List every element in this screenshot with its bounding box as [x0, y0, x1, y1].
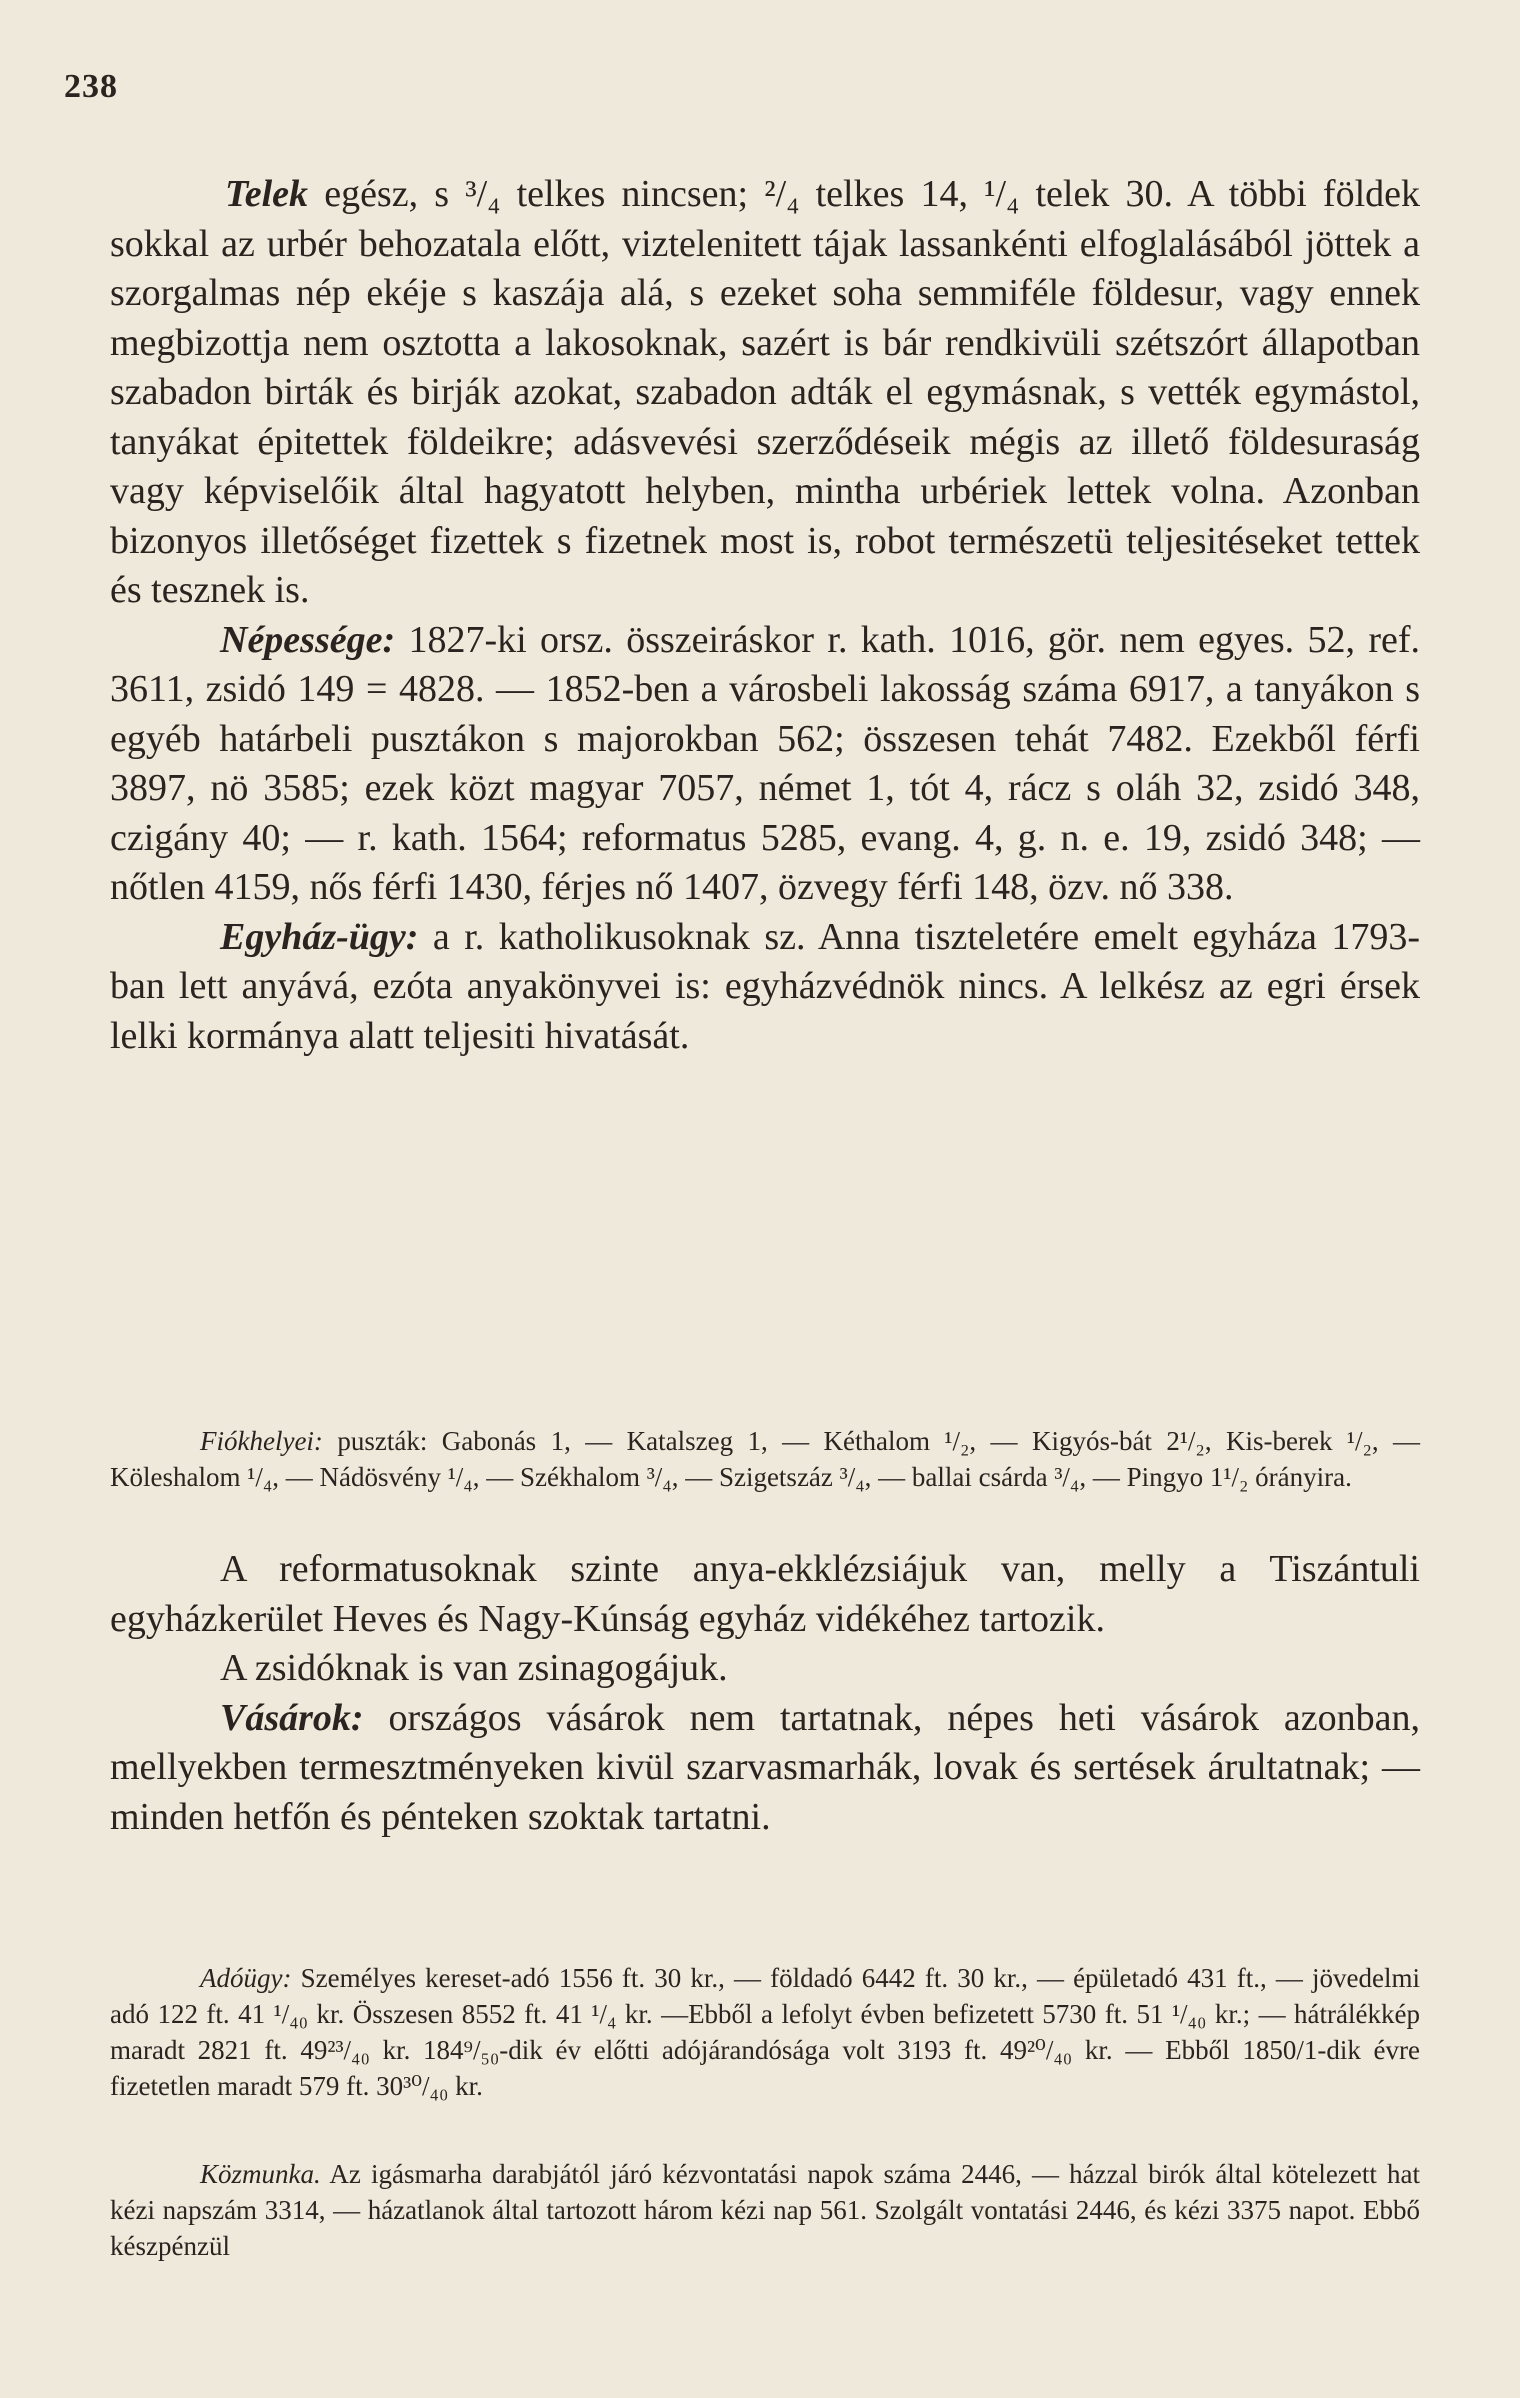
paragraph-zsido: A zsidóknak is van zsinagogájuk.: [220, 1647, 728, 1689]
paragraph-kozmunka: [110, 2156, 1420, 2264]
text-adougy: Személyes kereset-adó 1556 ft. 30 kr., — földadó 6442 ft. 30 kr., — épületadó 431 ft., — jövedelmi adó 122 ft. 41 ¹/₄₀ kr. Összesen 8552 ft. 41 ¹/₄ kr. —Ebből a lefolyt évben befizetett 5730 ft. 51 ¹/₄₀ kr.; — hátrálékkép maradt 2821 ft. 49²³/₄₀ kr. 184⁹/₅₀-dik év előtti adójárandósága volt 3193 ft. 49²⁰/₄₀ kr. — Ebből 1850/1-dik évre fizetetlen maradt 579 ft. 30³⁰/₄₀ kr.: [110, 1963, 1420, 2101]
paragraph-adougy: [110, 1960, 1420, 2104]
heading-egyhaz: Egyház-ügy:: [220, 915, 419, 958]
text-nepesseg: 1827-ki orsz. összeiráskor r. kath. 1016, gör. nem egyes. 52, ref. 3611, zsidó 149 = 4828. — 1852-ben a városbeli lakosság száma 6917, a tanyákon s egyéb határbeli pusztákon s majorokban 562; összesen tehát 7482. Ezekből férfi 3897, nö 3585; ezek közt magyar 7057, német 1, tót 4, rácz s oláh 32, zsidó 348, czigány 40; — r. kath. 1564; reformatus 5285, evang. 4, g. n. e. 19, zsidó 348; — nőtlen 4159, nős férfi 1430, férjes nő 1407, özvegy férfi 148, özv. nő 338.: [110, 618, 1421, 908]
heading-nepesseg: Népessége:: [220, 618, 396, 661]
heading-telek: Telek: [225, 173, 309, 215]
main-text: [110, 170, 1420, 1061]
paragraph-fiokhelyei: [110, 1423, 1420, 1495]
heading-fiokhelyei: Fiókhelyei:: [200, 1426, 323, 1456]
text-egyhaz: a r. katholikusoknak sz. Anna tiszteletére emelt egyháza 1793-ban lett anyává, ezóta anyakönyvei is: egyházvédnök nincs. A lelkész az egri érsek lelki kormánya alatt teljesiti hivatását.: [110, 915, 1421, 1057]
text-fiokhelyei: puszták: Gabonás 1, — Katalszeg 1, — Kéthalom ¹/₂, — Kigyós-bát 2¹/₂, Kis-berek ¹/₂, — Köleshalom ¹/₄, — Nádösvény ¹/₄, — Székhalom ³/₄, — Szigetszáz ³/₄, — ballai csárda ³/₄, — Pingyo 1¹/₂ órányira.: [110, 1426, 1421, 1492]
public-work-note: [110, 2156, 1420, 2264]
branch-note: [110, 1423, 1420, 1495]
paragraph-egyhaz: [110, 913, 1420, 1062]
middle-text: [110, 1545, 1420, 1842]
text-kozmunka: Az igásmarha darabjától járó kézvontatási napok száma 2446, — házzal birók által kötelezett hat kézi napszám 3314, — házatlanok által tartozott három kézi nap 561. Szolgált vontatási 2446, és kézi 3375 napot. Ebbő készpénzül: [110, 2159, 1420, 2261]
paragraph-nepesseg: [110, 616, 1420, 913]
text-vasarok: országos vásárok nem tartatnak, népes heti vásárok azonban, mellyekben termesztményeken kivül szarvasmarhák, lovak és sertések árultatnak; — minden hetfőn és pénteken szoktak tartatni.: [110, 1696, 1421, 1838]
paragraph-vasarok: [110, 1694, 1420, 1843]
paragraph-reformatus: A reformatusoknak szinte anya-ekklézsiájuk van, melly a Tiszántuli egyházkerület Heves és Nagy-Kúnság egyház vidékéhez tartozik.: [110, 1548, 1420, 1640]
paragraph-telek: [110, 170, 1420, 616]
page-number: 238: [64, 68, 118, 105]
heading-adougy: Adóügy:: [200, 1963, 292, 1993]
heading-kozmunka: Közmunka.: [200, 2159, 321, 2189]
text-telek: egész, s ³/₄ telkes nincsen; ²/₄ telkes 14, ¹/₄ telek 30. A többi földek sokkal az urbér behozatala előtt, viztelenitett tájak lassankénti elfoglalásából jöttek a szorgalmas nép ekéje s kaszája alá, s ezeket soha semmiféle földesur, vagy ennek megbizottja nem osztotta a lakosoknak, sazért is bár rendkivüli szétszórt állapotban szabadon birták és birják azokat, szabadon adták el egymásnak, s vették egymástol, tanyákat épitettek földeikre; adásvevési szerződéseik mégis az illető földesuraság vagy képviselőik által hagyatott helyben, mintha urbériek lettek volna. Azonban bizonyos illetőséget fizettek s fizetnek most is, robot természetü teljesitéseket tettek és tesznek is.: [110, 173, 1421, 611]
tax-note: [110, 1960, 1420, 2104]
heading-vasarok: Vásárok:: [220, 1696, 364, 1739]
